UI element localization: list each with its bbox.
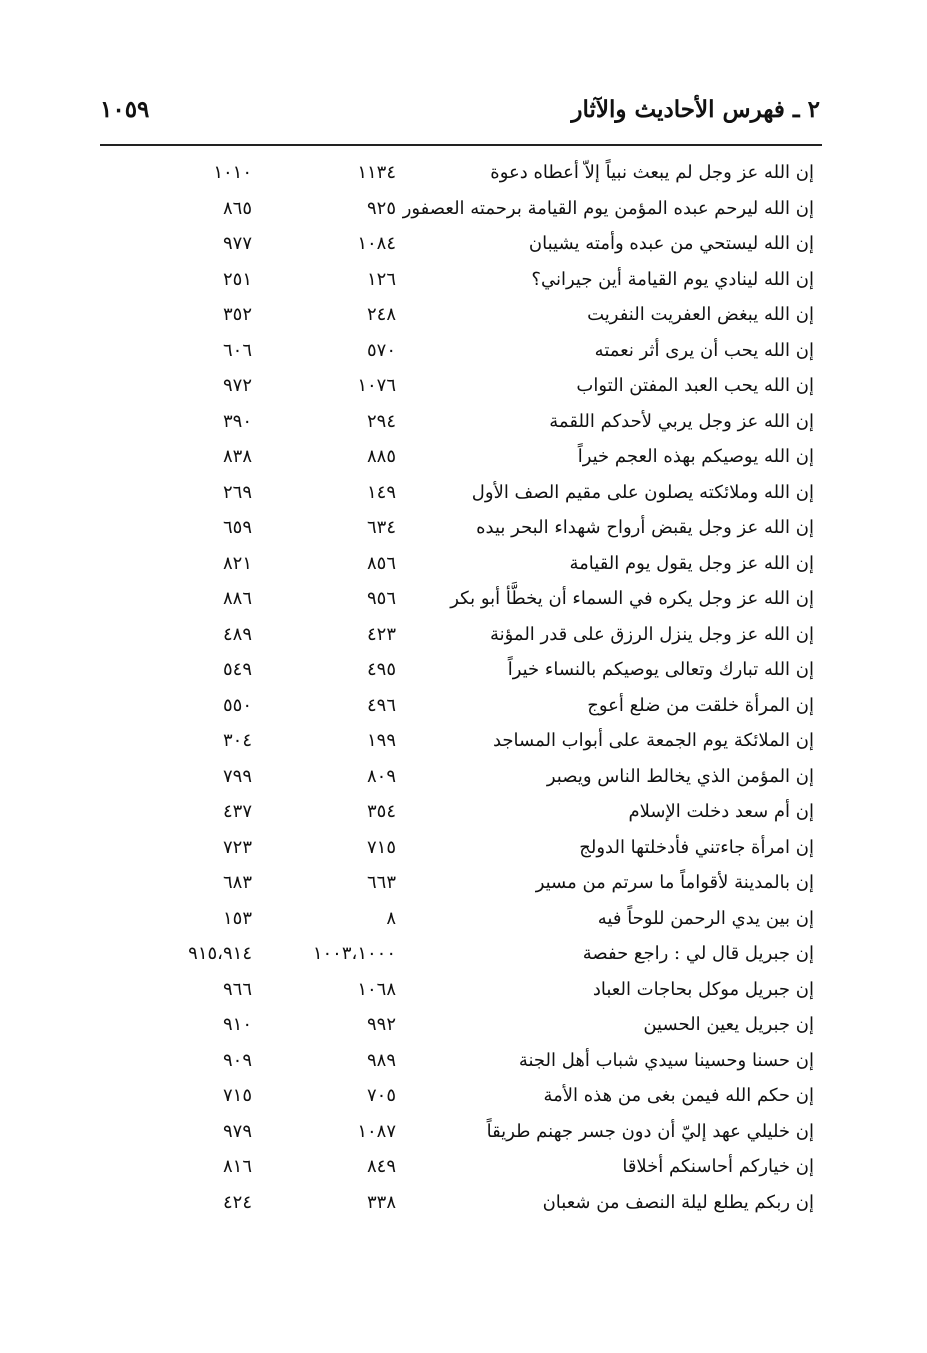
page-reference: ٣٩٠ <box>222 410 252 432</box>
hadith-text: إن الله عز وجل يقول يوم القيامة <box>569 552 814 574</box>
hadith-text: إن المرأة خلقت من ضلع أعوج <box>587 694 814 716</box>
index-row <box>100 337 820 373</box>
hadith-number: ٥٧٠ <box>366 339 396 361</box>
hadith-text: إن الملائكة يوم الجمعة على أبواب المساجد <box>492 730 814 751</box>
page-reference: ٨٨٦ <box>222 588 252 609</box>
hadith-text: إن الله يبغض العفريت النفريت <box>587 304 814 325</box>
hadith-number: ٢٩٤ <box>366 410 396 432</box>
index-row <box>100 266 820 302</box>
hadith-text: إن بالمدينة لأقواماً ما سرتم من مسير <box>535 872 814 893</box>
index-row <box>100 976 820 1012</box>
index-row <box>100 301 820 337</box>
hadith-text: إن حسنا وحسينا سيدي شباب أهل الجنة <box>518 1049 814 1071</box>
page-reference: ٧٢٣ <box>222 836 252 858</box>
hadith-number: ١٩٩ <box>366 730 396 751</box>
hadith-text: إن الله وملائكته يصلون على مقيم الصف الأول <box>471 481 814 503</box>
hadith-number: ١٠٨٤ <box>357 233 396 254</box>
page-reference: ٥٥٠ <box>222 694 252 716</box>
hadith-number: ٨٤٩ <box>366 1156 396 1177</box>
hadith-number: ٨ <box>386 907 396 929</box>
page-reference: ٩٠٩ <box>222 1049 252 1071</box>
index-row <box>100 656 820 692</box>
hadith-text: إن الله عز وجل يكره في السماء أن يخطَّأ أبو بكر <box>450 588 814 609</box>
hadith-number: ١٢٦ <box>366 268 396 290</box>
hadith-text: إن ربكم يطلع ليلة النصف من شعبان <box>542 1191 814 1213</box>
hadith-text: إن الله ليستحي من عبده وأمته يشيبان <box>528 233 814 254</box>
page-reference: ٣٠٤ <box>222 730 252 751</box>
index-row <box>100 763 820 799</box>
hadith-number: ١٠٨٧ <box>357 1120 396 1142</box>
hadith-number: ٢٤٨ <box>366 304 396 325</box>
hadith-number: ٨٨٥ <box>366 446 396 467</box>
page-reference: ٢٥١ <box>222 268 252 290</box>
page-reference: ٩١٠ <box>222 1014 252 1035</box>
hadith-number: ٨٠٩ <box>366 765 396 787</box>
hadith-text: إن الله تبارك وتعالى يوصيكم بالنساء خيراً <box>507 659 814 680</box>
page-reference: ٥٤٩ <box>222 659 252 680</box>
page-reference: ٩٧٩ <box>222 1120 252 1142</box>
page-reference: ٧١٥ <box>222 1085 252 1106</box>
page-reference: ٨٢١ <box>222 552 252 574</box>
index-table <box>100 159 820 1224</box>
index-row <box>100 230 820 266</box>
hadith-text: إن الله عز وجل ينزل الرزق على قدر المؤنة <box>489 623 814 645</box>
index-row <box>100 479 820 515</box>
hadith-number: ١٠٠٣،١٠٠٠ <box>312 943 396 964</box>
header-title: ٢ ـ فهرس الأحاديث والآثار <box>571 96 820 123</box>
page-reference: ٢٦٩ <box>222 481 252 503</box>
hadith-text: إن بين يدي الرحمن للوحاً فيه <box>597 907 814 929</box>
index-row <box>100 585 820 621</box>
index-row <box>100 1082 820 1118</box>
page-reference: ٨٣٨ <box>222 446 252 467</box>
hadith-text: إن جبريل قال لي : راجع حفصة <box>582 943 814 964</box>
index-row <box>100 408 820 444</box>
index-row <box>100 1153 820 1189</box>
page-reference: ٨٦٥ <box>222 197 252 219</box>
hadith-number: ٦٣٤ <box>366 517 396 538</box>
hadith-number: ٤٩٥ <box>366 659 396 680</box>
index-row <box>100 905 820 941</box>
hadith-text: إن حكم الله فيمن بغى من هذه الأمة <box>543 1085 814 1106</box>
hadith-text: إن الله عز وجل يقبض أرواح شهداء البحر بيده <box>476 517 814 538</box>
hadith-text: إن المؤمن الذي يخالط الناس ويصبر <box>546 765 814 787</box>
hadith-number: ١٠٦٨ <box>357 978 396 1000</box>
hadith-text: إن الله ليرحم عبده المؤمن يوم القيامة برحمته العصفور <box>402 197 814 219</box>
header-divider <box>100 144 822 146</box>
page-reference: ٩٧٢ <box>222 375 252 396</box>
page-reference: ٩١٥،٩١٤ <box>188 943 252 964</box>
hadith-text: إن خياركم أحاسنكم أخلاقا <box>622 1156 814 1177</box>
index-row <box>100 514 820 550</box>
page-reference: ٩٦٦ <box>222 978 252 1000</box>
hadith-number: ٨٥٦ <box>366 552 396 574</box>
hadith-number: ١١٣٤ <box>357 162 396 183</box>
page-reference: ١٥٣ <box>222 907 252 929</box>
page-reference: ٩٧٧ <box>222 233 252 254</box>
page-reference: ٧٩٩ <box>222 765 252 787</box>
index-row <box>100 1011 820 1047</box>
index-row <box>100 159 820 195</box>
hadith-number: ٩٨٩ <box>366 1049 396 1071</box>
hadith-number: ١٤٩ <box>366 481 396 503</box>
hadith-text: إن الله لينادي يوم القيامة أين جيراني؟ <box>531 268 814 290</box>
page-reference: ٦٥٩ <box>222 517 252 538</box>
hadith-text: إن الله يوصيكم بهذه العجم خيراً <box>577 446 814 467</box>
hadith-text: إن خليلي عهد إليّ أن دون جسر جهنم طريقاً <box>486 1120 814 1142</box>
hadith-number: ٦٦٣ <box>366 872 396 893</box>
index-row <box>100 195 820 231</box>
hadith-number: ٤٩٦ <box>366 694 396 716</box>
index-row <box>100 621 820 657</box>
page-reference: ٣٥٢ <box>222 304 252 325</box>
index-row <box>100 692 820 728</box>
hadith-number: ٩٥٦ <box>366 588 396 609</box>
page-reference: ٦٠٦ <box>222 339 252 361</box>
page-reference: ٤٢٤ <box>222 1191 252 1213</box>
hadith-text: إن الله يحب أن يرى أثر نعمته <box>594 339 814 361</box>
page-reference: ٤٨٩ <box>222 623 252 645</box>
hadith-text: إن امرأة جاءتني فأدخلتها الدولج <box>579 836 814 858</box>
hadith-number: ٣٥٤ <box>366 801 396 822</box>
page-header <box>100 92 820 136</box>
hadith-number: ٤٢٣ <box>366 623 396 645</box>
hadith-number: ٣٣٨ <box>366 1191 396 1213</box>
index-row <box>100 1118 820 1154</box>
hadith-text: إن جبريل موكل بحاجات العباد <box>592 978 814 1000</box>
hadith-number: ٩٩٢ <box>366 1014 396 1035</box>
hadith-text: إن أم سعد دخلت الإسلام <box>628 801 814 822</box>
index-row <box>100 727 820 763</box>
index-row <box>100 940 820 976</box>
hadith-text: إن الله يحب العبد المفتن التواب <box>576 375 814 396</box>
page-reference: ٨١٦ <box>222 1156 252 1177</box>
index-row <box>100 834 820 870</box>
page-number: ١٠٥٩ <box>100 96 150 123</box>
index-row <box>100 443 820 479</box>
hadith-number: ٧٠٥ <box>366 1085 396 1106</box>
hadith-text: إن الله عز وجل يربي لأحدكم اللقمة <box>549 410 814 432</box>
page-reference: ٦٨٣ <box>222 872 252 893</box>
hadith-number: ٩٢٥ <box>366 197 396 219</box>
page-reference: ١٠١٠ <box>213 162 252 183</box>
hadith-number: ١٠٧٦ <box>357 375 396 396</box>
index-row <box>100 372 820 408</box>
hadith-number: ٧١٥ <box>366 836 396 858</box>
hadith-text: إن جبريل يعين الحسين <box>643 1014 814 1035</box>
hadith-text: إن الله عز وجل لم يبعث نبياً إلاّ أعطاه دعوة <box>490 162 814 183</box>
index-row <box>100 869 820 905</box>
index-row <box>100 550 820 586</box>
index-row <box>100 1189 820 1225</box>
index-row <box>100 798 820 834</box>
page-reference: ٤٣٧ <box>222 801 252 822</box>
index-row <box>100 1047 820 1083</box>
